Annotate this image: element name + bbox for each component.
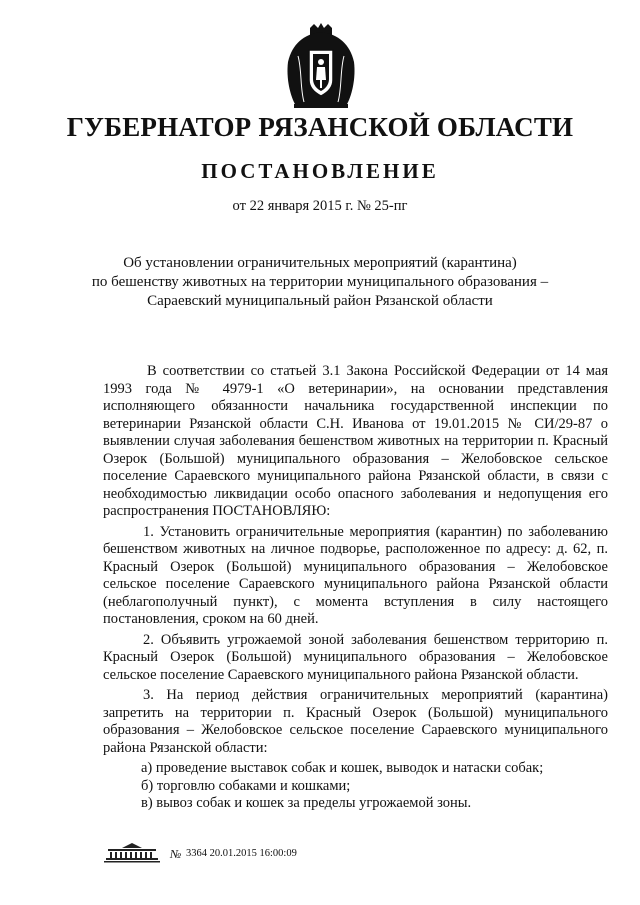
preamble-paragraph: В соответствии со статьей 3.1 Закона Российской Федерации от 14 мая 1993 года № 4979-1 «О ветеринарии», на основании представления исполняющего обязанности начальника государственной инспекции по ветеринарии Рязанской области С.Н. Иванова от 19.01.2015 № СИ/29-87 о выявлении случая заболевания бешенством животных на территории п. Красный Озерок (Большой) муниципального образования – Желобовское сельское поселение Сараевского муниципального района Рязанской области, в связи с необходимостью ликвидации особо опасного заболевания и недопущения его распространения ПОСТАНОВЛЯЮ: [103, 363, 608, 519]
document-subject [60, 254, 580, 311]
number-sign-icon: № [170, 847, 182, 861]
registration-stamp: 3364 20.01.2015 16:00:09 [186, 848, 297, 859]
clause-3a: а) проведение выставок собак и кошек, выводок и натаски собак; [141, 760, 544, 776]
coat-of-arms-icon [284, 22, 358, 110]
clause-1: 1. Установить ограничительные мероприятия (карантин) по заболеванию бешенством животных на личное подворье, расположенное по адресу: д. 62, п. Красный Озерок (Большой) муниципального образования – Желобовское сельское поселение Сараевского муниципального района Рязанской области (неблагополучный пункт), с момента вступления в силу настоящего постановления, сроком на 60 дней. [103, 523, 608, 627]
subject-line: Сараевский муниципальный район Рязанской области [147, 293, 493, 309]
subject-line: Об установлении ограничительных мероприятий (карантина) [123, 255, 517, 271]
clause-3b: б) торговлю собаками и кошками; [141, 777, 351, 794]
clause-3c: в) вывоз собак и кошек за пределы угрожаемой зоны. [141, 795, 472, 811]
registration-footer [100, 840, 400, 866]
clause-2: 2. Объявить угрожаемой зоной заболевания бешенством территорию п. Красный Озерок (Большой) муниципального образования – Желобовское сельское поселение Сараевского муниципального района Рязанской области. [103, 631, 608, 683]
subject-line: по бешенству животных на территории муниципального образования – [91, 274, 549, 290]
governor-title: ГУБЕРНАТОР РЯЗАНСКОЙ ОБЛАСТИ [66, 112, 574, 142]
clause-3: 3. На период действия ограничительных мероприятий (карантина) запретить на территории п. Красный Озерок (Большой) муниципального образования – Желобовское сельское поселение Сараевского муниципального района Рязанской области: [103, 687, 608, 756]
document-date-number: от 22 января 2015 г. № 25-пг [232, 198, 408, 214]
document-body [103, 363, 608, 813]
document-type: ПОСТАНОВЛЕНИЕ [201, 159, 439, 183]
government-building-icon [100, 842, 164, 864]
